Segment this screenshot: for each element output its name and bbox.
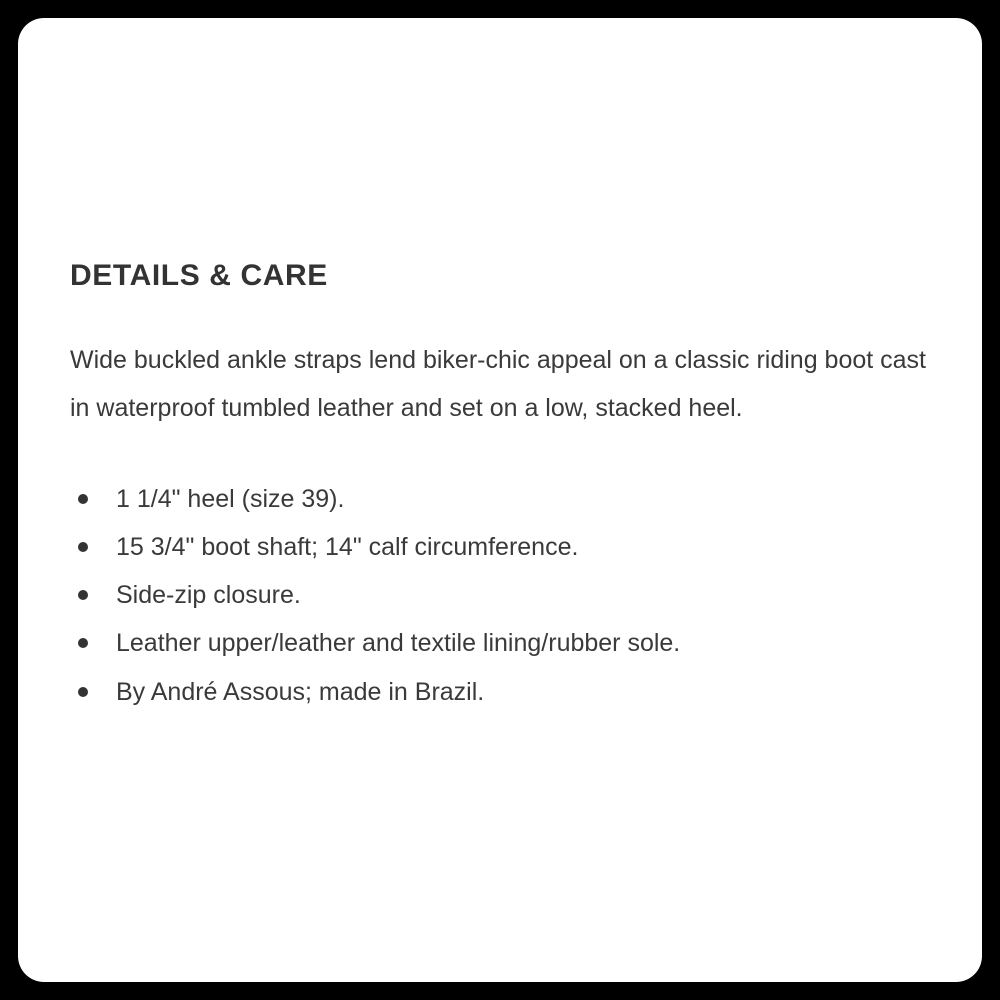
details-list [70,475,950,716]
details-and-care-card [18,18,982,982]
list-item-label: By André Assous; made in Brazil. [116,677,485,706]
list-item [70,668,950,716]
list-item-label: Side-zip closure. [116,581,301,609]
list-item-label: 15 3/4" boot shaft; 14" calf circumference. [116,532,579,561]
bullet-icon [78,590,88,600]
bullet-icon [78,494,88,504]
card-content [70,258,950,716]
bullet-icon [78,638,88,648]
list-item-label: Leather upper/leather and textile lining/rubber sole. [116,629,681,658]
bullet-icon [78,542,88,552]
list-item [70,475,950,523]
list-item [70,523,950,571]
product-description: Wide buckled ankle straps lend biker-chic appeal on a classic riding boot cast in waterproof tumbled leather and set on a low, stacked heel. [70,346,927,423]
list-item-label: 1 1/4" heel (size 39). [116,484,345,513]
page-title: DETAILS & CARE [70,259,328,292]
list-item [70,571,950,619]
list-item [70,619,950,667]
bullet-icon [78,687,88,697]
